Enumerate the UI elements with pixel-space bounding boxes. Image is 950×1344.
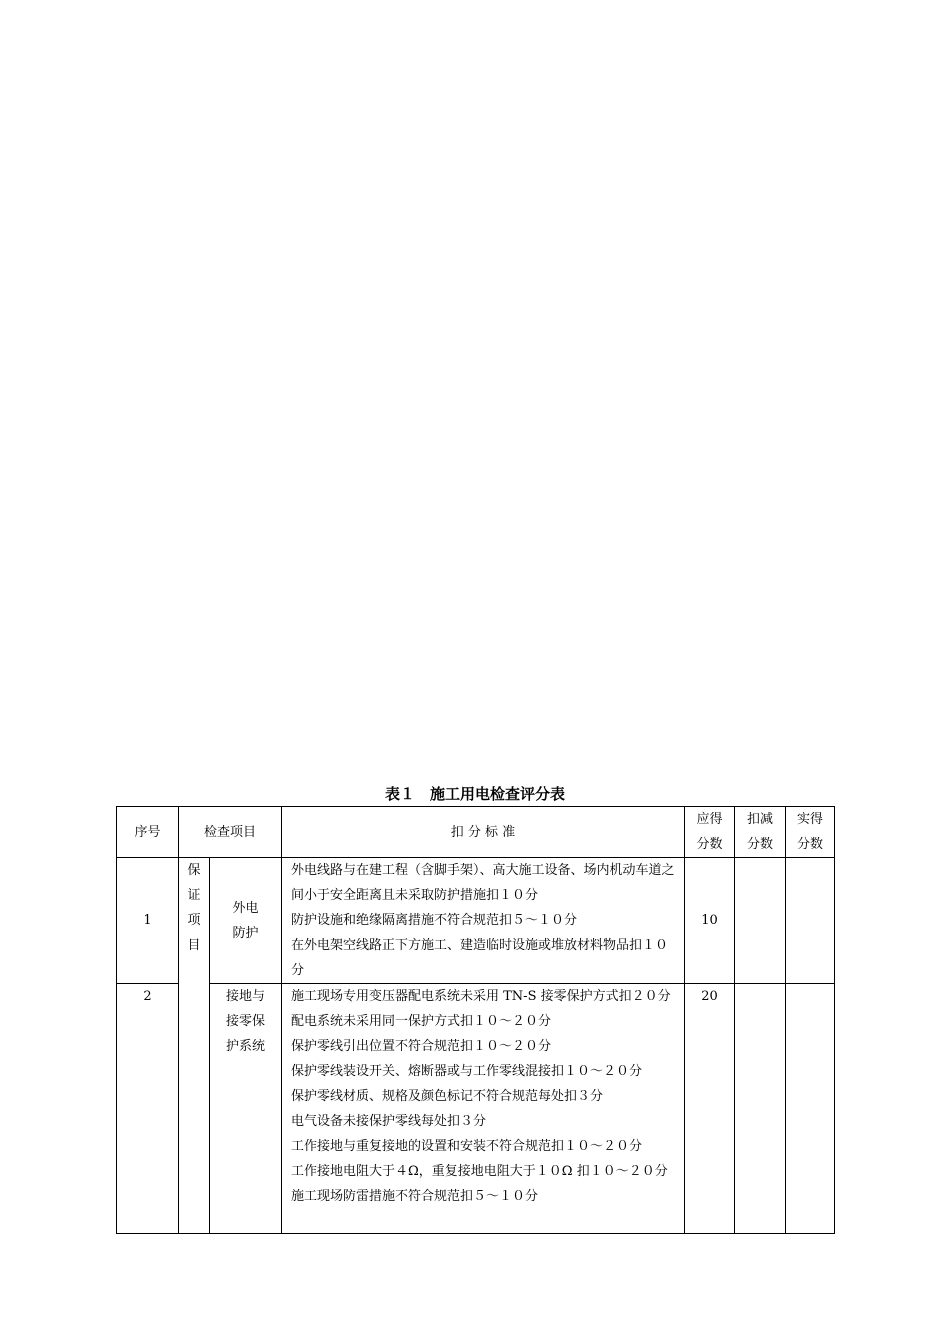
row-deduct-score bbox=[735, 984, 786, 1234]
row-deduct-score bbox=[735, 858, 786, 984]
row-item: 接地与 接零保 护系统 bbox=[210, 984, 282, 1234]
row-criteria: 外电线路与在建工程（含脚手架）、高大施工设备、场内机动车道之间小于安全距离且未采取防护措施扣１０分 防护设施和绝缘隔离措施不符合规范扣５～１０分 在外电架空线路正下方施工、建造临时设施或堆放材料物品扣１０分 bbox=[282, 858, 685, 984]
row-due-score: 10 bbox=[685, 858, 735, 984]
header-due-score: 应得 分数 bbox=[685, 807, 735, 858]
header-row bbox=[117, 807, 835, 858]
category-cell: 保 证 项 目 bbox=[179, 858, 210, 1234]
row-criteria: 施工现场专用变压器配电系统未采用 TN-S 接零保护方式扣２０分 配电系统未采用同一保护方式扣１０～２０分 保护零线引出位置不符合规范扣１０～２０分 保护零线装设开关、熔断器或与工作零线混接扣１０～２０分 保护零线材质、规格及颜色标记不符合规范每处扣３分 电气设备未接保护零线每处扣３分 工作接地与重复接地的设置和安装不符合规范扣１０～２０分 工作接地电阻大于４Ω，重复接地电阻大于１０Ω 扣１０～２０分 施工现场防雷措施不符合规范扣５～１０分 bbox=[282, 984, 685, 1234]
row-actual-score bbox=[786, 858, 835, 984]
header-seq: 序号 bbox=[117, 807, 179, 858]
row-seq: 2 bbox=[117, 984, 179, 1234]
table-row bbox=[117, 984, 835, 1234]
row-due-score: 20 bbox=[685, 984, 735, 1234]
row-actual-score bbox=[786, 984, 835, 1234]
header-deduct-score: 扣减 分数 bbox=[735, 807, 786, 858]
header-item: 检查项目 bbox=[179, 807, 282, 858]
table-title: 表１ 施工用电检查评分表 bbox=[384, 785, 565, 803]
header-criteria: 扣 分 标 准 bbox=[282, 807, 685, 858]
header-actual-score: 实得 分数 bbox=[786, 807, 835, 858]
table-row bbox=[117, 858, 835, 984]
score-table bbox=[116, 806, 835, 1234]
row-seq: 1 bbox=[117, 858, 179, 984]
row-item: 外电 防护 bbox=[210, 858, 282, 984]
